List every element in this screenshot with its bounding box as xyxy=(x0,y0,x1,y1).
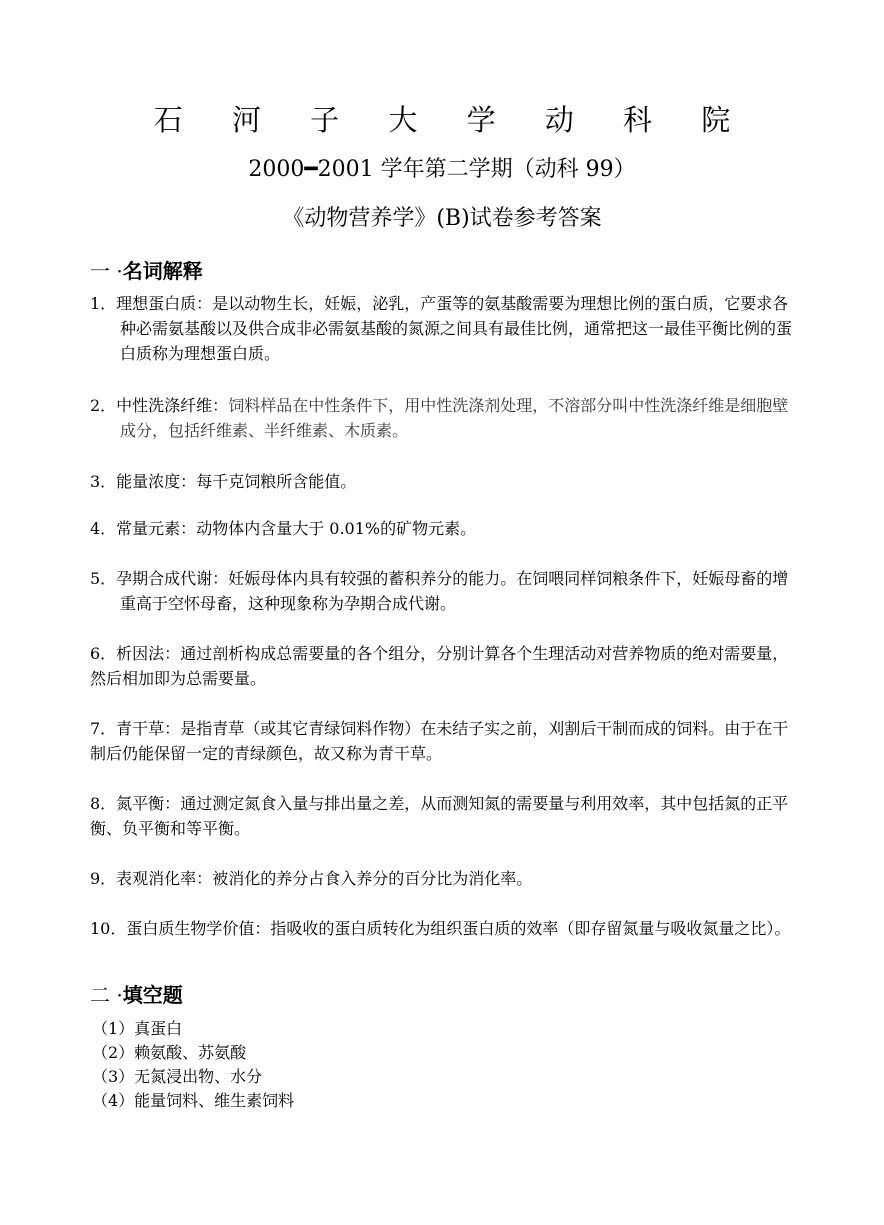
definition-entry-2 xyxy=(90,393,798,443)
definition-term: 9．表观消化率： xyxy=(90,869,213,888)
definition-term: 7．青干草： xyxy=(90,719,181,738)
definition-text: 是指青草（或其它青绿饲料作物）在未结子实之前，刈割后干制而成的饲料。由于在干制后仍能保留一定的青绿颜色，故又称为青干草。 xyxy=(90,719,789,763)
term-subtitle: 2000━2001 学年第二学期（动科 99） xyxy=(248,157,636,182)
list-item: （2）赖氨酸、苏氨酸 xyxy=(92,1043,247,1062)
definition-term: 1．理想蛋白质： xyxy=(90,294,213,313)
definition-text: 动物体内含量大于 0.01%的矿物元素。 xyxy=(196,519,477,538)
definition-term: 5．孕期合成代谢： xyxy=(90,569,229,588)
list-item: （1）真蛋白 xyxy=(92,1019,183,1038)
section-heading-fill-blank xyxy=(90,979,183,1008)
definition-entry-1 xyxy=(90,291,798,366)
definition-entry-10 xyxy=(90,916,798,941)
definition-term: 3．能量浓度： xyxy=(90,472,197,491)
section-number: 二 · xyxy=(90,983,123,1007)
definition-text: 通过测定氮食入量与排出量之差，从而测知氮的需要量与利用效率，其中包括氮的正平衡、负平衡和等平衡。 xyxy=(90,794,789,838)
definition-text: 每千克饲粮所含能值。 xyxy=(196,472,357,491)
institution-title: 石 河 子 大 学 动 科 院 xyxy=(153,103,751,137)
definition-entry-9 xyxy=(90,866,798,891)
definition-text: 通过剖析构成总需要量的各个组分，分别计算各个生理活动对营养物质的绝对需要量，然后相加即为总需要量。 xyxy=(90,644,789,688)
list-item: （3）无氮浸出物、水分 xyxy=(92,1067,263,1086)
definition-term: 6．析因法： xyxy=(90,644,181,663)
section-number: 一 · xyxy=(90,259,123,283)
definition-term: 8．氮平衡： xyxy=(90,794,181,813)
section-title: 名词解释 xyxy=(122,259,203,283)
definition-entry-7 xyxy=(90,716,798,766)
definition-entry-4 xyxy=(90,516,798,541)
section-title: 填空题 xyxy=(122,983,183,1007)
definition-text: 饲料样品在中性条件下，用中性洗涤剂处理，不溶部分叫中性洗涤纤维是细胞壁成分，包括纤维素、半纤维素、木质素。 xyxy=(120,396,789,440)
definition-entry-3 xyxy=(90,469,798,494)
definition-entry-6 xyxy=(90,641,798,691)
exam-title: 《动物营养学》(B)试卷参考答案 xyxy=(282,206,602,231)
definition-entry-8 xyxy=(90,791,798,841)
definition-text: 指吸收的蛋白质转化为组织蛋白质的效率（即存留氮量与吸收氮量之比）。 xyxy=(270,919,791,938)
fill-blank-list xyxy=(92,1017,294,1113)
definition-term: 4．常量元素： xyxy=(90,519,197,538)
list-item: （4）能量饲料、维生素饲料 xyxy=(92,1091,295,1110)
definition-text: 是以动物生长，妊娠，泌乳，产蛋等的氨基酸需要为理想比例的蛋白质，它要求各种必需氨基酸以及供合成非必需氨基酸的氮源之间具有最佳比例，通常把这一最佳平衡比例的蛋白质称为理想蛋白质。 xyxy=(120,294,793,363)
section-heading-definitions xyxy=(90,255,203,284)
definition-term: 10．蛋白质生物学价值： xyxy=(90,919,271,938)
definition-term: 2．中性洗涤纤维： xyxy=(90,396,229,415)
definition-entry-5 xyxy=(90,566,798,616)
definition-text: 妊娠母体内具有较强的蓄积养分的能力。在饲喂同样饲粮条件下，妊娠母畜的增重高于空怀母畜，这种现象称为孕期合成代谢。 xyxy=(120,569,789,613)
definition-text: 被消化的养分占食入养分的百分比为消化率。 xyxy=(212,869,533,888)
